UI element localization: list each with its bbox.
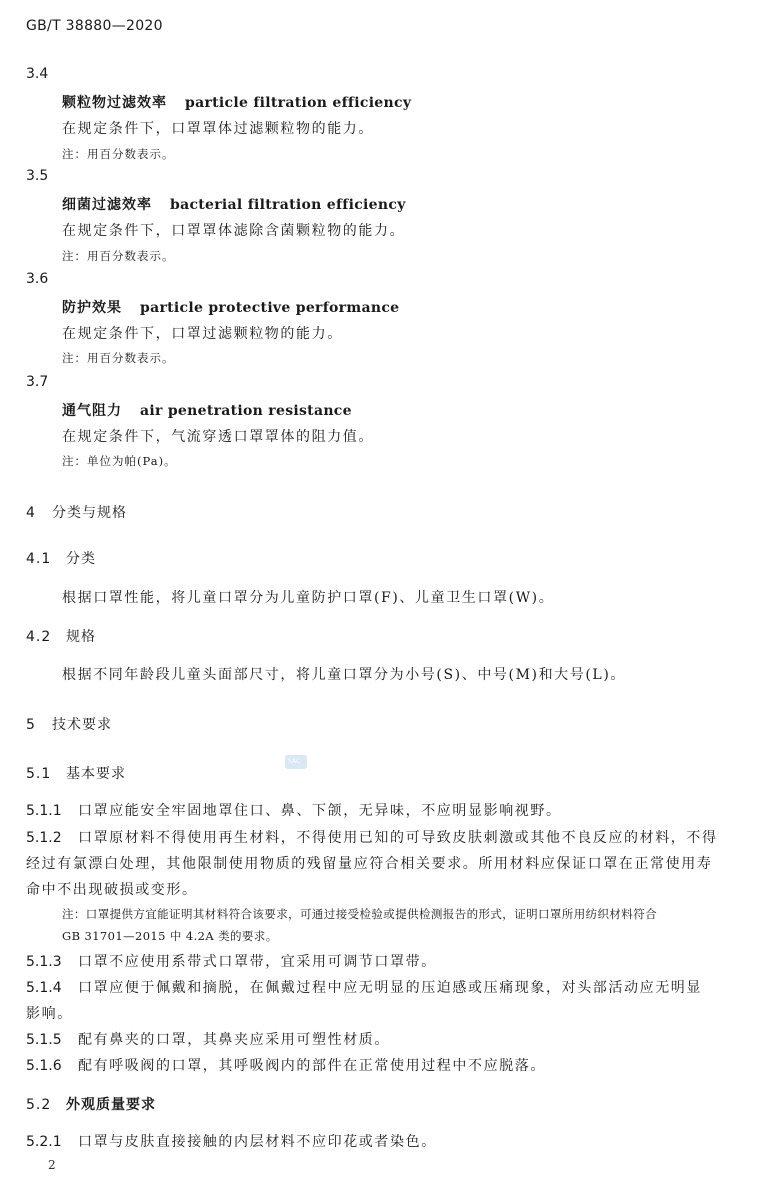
- subsection-heading: [26, 1094, 156, 1114]
- term-en: bacterial filtration efficiency: [170, 197, 406, 213]
- subsection-title: 分类: [66, 551, 96, 567]
- term-en: particle filtration efficiency: [185, 95, 412, 111]
- standard-code-header: GB/T 38880—2020: [26, 18, 163, 34]
- term-definition: 在规定条件下，气流穿透口罩罩体的阻力值。: [62, 429, 374, 445]
- section-number: 4: [26, 505, 36, 521]
- clause-text: 口罩应便于佩戴和摘脱，在佩戴过程中应无明显的压迫感或压痛现象，对头部活动应无明显: [78, 980, 702, 996]
- term-definition: 在规定条件下，口罩过滤颗粒物的能力。: [62, 326, 343, 342]
- clause-continuation: 命中不出现破损或变形。: [26, 882, 198, 898]
- term-definition: 在规定条件下，口罩罩体滤除含菌颗粒物的能力。: [62, 223, 406, 239]
- term-zh: 防护效果: [62, 300, 122, 316]
- clause-text: 配有鼻夹的口罩，其鼻夹应采用可塑性材质。: [78, 1032, 390, 1048]
- clause-number: 5.1.6: [26, 1058, 62, 1074]
- term-zh: 细菌过滤效率: [62, 197, 152, 213]
- term-note: 注：单位为帕(Pa)。: [62, 454, 177, 468]
- clause: [26, 977, 702, 997]
- clause-number: 5.1.4: [26, 980, 62, 996]
- subsection-title: 基本要求: [66, 766, 126, 782]
- clause-text: 配有呼吸阀的口罩，其呼吸阀内的部件在正常使用过程中不应脱落。: [78, 1058, 546, 1074]
- subsection-title: 规格: [66, 629, 96, 645]
- clause-continuation: 影响。: [26, 1006, 73, 1022]
- subsection-number: 5.2: [26, 1097, 52, 1113]
- clause-text: 口罩不应使用系带式口罩带，宜采用可调节口罩带。: [78, 954, 437, 970]
- section-heading: [26, 502, 127, 522]
- clause: [26, 951, 437, 971]
- term-heading: [62, 92, 411, 112]
- subsection-heading: [26, 626, 96, 646]
- section-number: 5: [26, 717, 36, 733]
- term-note: 注：用百分数表示。: [62, 147, 175, 161]
- clause-text: 口罩原材料不得使用再生材料，不得使用已知的可导致皮肤刺激或其他不良反应的材料，不得: [78, 830, 718, 846]
- clause: [26, 1029, 390, 1049]
- clause: [26, 1055, 546, 1075]
- subsection-heading: [26, 763, 126, 783]
- term-heading: [62, 400, 352, 420]
- clause: [26, 827, 718, 847]
- watermark-text: SAC: [288, 758, 301, 765]
- subsection-title: 外观质量要求: [66, 1097, 156, 1113]
- clause-continuation: 经过有氯漂白处理，其他限制使用物质的残留量应符合相关要求。所用材料应保证口罩在正常使用寿: [26, 856, 713, 872]
- term-note: 注：用百分数表示。: [62, 249, 175, 263]
- clause: [26, 800, 562, 820]
- subsection-number: 4.2: [26, 629, 52, 645]
- term-heading: [62, 297, 399, 317]
- clause-number: 5.1.2: [26, 830, 62, 846]
- term-en: air penetration resistance: [140, 403, 352, 419]
- clause-number: 5.1.3: [26, 954, 62, 970]
- section-title: 分类与规格: [52, 505, 127, 521]
- term-note: 注：用百分数表示。: [62, 351, 175, 365]
- term-number: 3.5: [26, 168, 49, 184]
- clause-number: 5.2.1: [26, 1134, 62, 1150]
- clause-number: 5.1.5: [26, 1032, 62, 1048]
- subsection-number: 4.1: [26, 551, 52, 567]
- clause-text: 口罩与皮肤直接接触的内层材料不应印花或者染色。: [78, 1134, 437, 1150]
- section-heading: [26, 714, 112, 734]
- page-number: 2: [48, 1158, 56, 1172]
- paragraph: 根据口罩性能，将儿童口罩分为儿童防护口罩(F)、儿童卫生口罩(W)。: [62, 590, 555, 606]
- paragraph: 根据不同年龄段儿童头面部尺寸，将儿童口罩分为小号(S)、中号(M)和大号(L)。: [62, 667, 626, 683]
- term-number: 3.7: [26, 374, 49, 390]
- term-zh: 颗粒物过滤效率: [62, 95, 167, 111]
- term-definition: 在规定条件下，口罩罩体过滤颗粒物的能力。: [62, 121, 374, 137]
- subsection-heading: [26, 548, 96, 568]
- term-heading: [62, 194, 406, 214]
- section-title: 技术要求: [52, 717, 112, 733]
- clause: [26, 1131, 437, 1151]
- term-number: 3.4: [26, 66, 49, 82]
- term-en: particle protective performance: [140, 300, 400, 316]
- clause-note: 注：口罩提供方宜能证明其材料符合该要求，可通过接受检验或提供检测报告的形式，证明口罩所用纺织材料符合: [62, 907, 657, 921]
- sac-watermark-logo: [285, 755, 307, 769]
- term-number: 3.6: [26, 271, 49, 287]
- term-zh: 通气阻力: [62, 403, 122, 419]
- clause-number: 5.1.1: [26, 803, 62, 819]
- clause-text: 口罩应能安全牢固地罩住口、鼻、下颌，无异味，不应明显影响视野。: [78, 803, 562, 819]
- subsection-number: 5.1: [26, 766, 52, 782]
- clause-note: GB 31701—2015 中 4.2A 类的要求。: [62, 929, 278, 943]
